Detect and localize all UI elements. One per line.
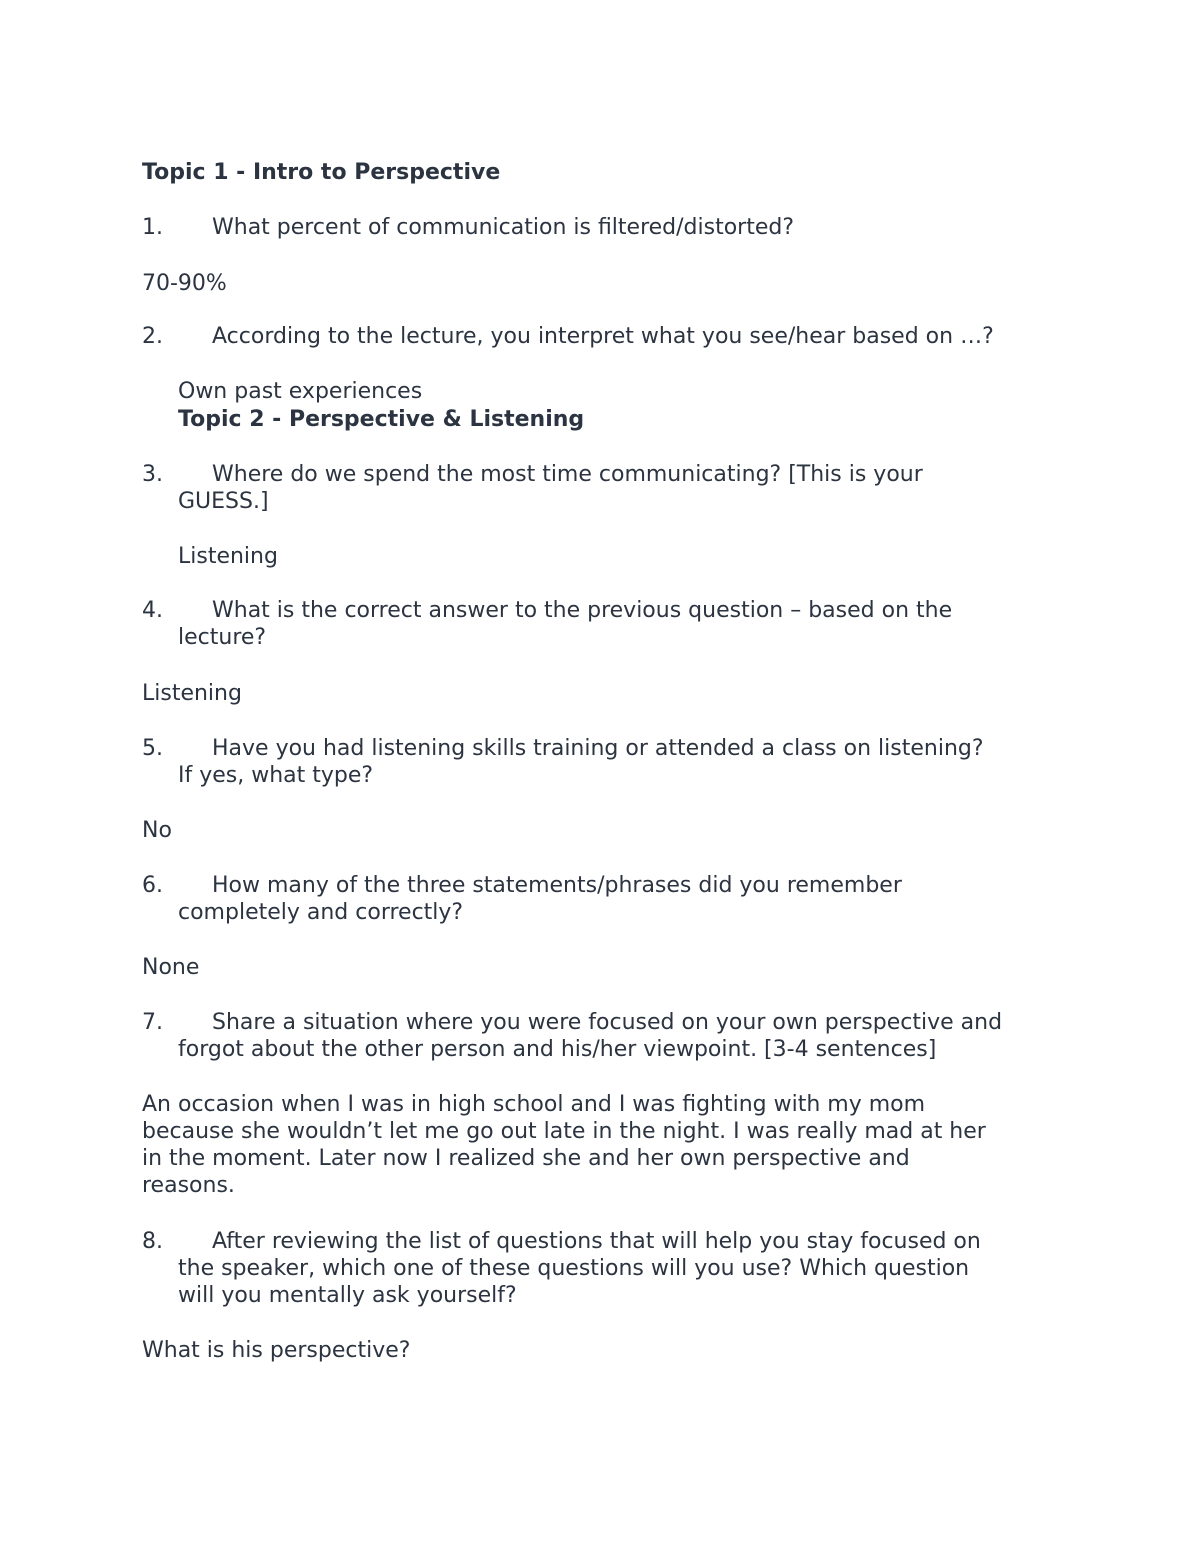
question-text-line-3: will you mentally ask yourself?	[178, 1283, 517, 1308]
answer-8: What is his perspective?	[142, 1338, 411, 1363]
topic-2-heading: Topic 2 - Perspective & Listening	[178, 407, 585, 432]
question-number: 2.	[142, 324, 163, 349]
answer-2: Own past experiences	[178, 379, 423, 404]
question-number: 7.	[142, 1010, 163, 1035]
question-number: 5.	[142, 736, 163, 761]
question-text-line-2: the speaker, which one of these questions will you use? Which question	[178, 1256, 970, 1281]
answer-4: Listening	[142, 681, 242, 706]
answer-5: No	[142, 818, 172, 843]
question-text-line-1: After reviewing the list of questions that will help you stay focused on	[212, 1229, 981, 1254]
question-number: 8.	[142, 1229, 163, 1254]
question-number: 6.	[142, 873, 163, 898]
answer-3: Listening	[178, 544, 278, 569]
question-text: What percent of communication is filtered/distorted?	[212, 215, 795, 240]
question-text-line-1: Where do we spend the most time communicating? [This is your	[212, 462, 923, 487]
answer-line: reasons.	[142, 1173, 235, 1198]
answer-7	[142, 1091, 1072, 1199]
question-text-line-2: forgot about the other person and his/her viewpoint. [3-4 sentences]	[178, 1037, 937, 1062]
question-text-line-2: If yes, what type?	[178, 763, 374, 788]
question-text-line-2: lecture?	[178, 625, 267, 650]
answer-6: None	[142, 955, 200, 980]
question-text-line-2: GUESS.]	[178, 489, 269, 514]
answer-line: because she wouldn’t let me go out late in the night. I was really mad at her	[142, 1119, 986, 1144]
question-text-line-1: How many of the three statements/phrases did you remember	[212, 873, 902, 898]
answer-line: in the moment. Later now I realized she and her own perspective and	[142, 1146, 910, 1171]
answer-line: An occasion when I was in high school and I was fighting with my mom	[142, 1092, 926, 1117]
question-number: 4.	[142, 598, 163, 623]
question-number: 3.	[142, 462, 163, 487]
question-text-line-1: Have you had listening skills training or attended a class on listening?	[212, 736, 984, 761]
answer-1: 70-90%	[142, 271, 227, 296]
question-text-line-2: completely and correctly?	[178, 900, 464, 925]
question-text-line-1: What is the correct answer to the previous question – based on the	[212, 598, 953, 623]
question-text: According to the lecture, you interpret what you see/hear based on …?	[212, 324, 994, 349]
question-number: 1.	[142, 215, 163, 240]
topic-1-heading: Topic 1 - Intro to Perspective	[142, 160, 501, 185]
question-text-line-1: Share a situation where you were focused on your own perspective and	[212, 1010, 1003, 1035]
